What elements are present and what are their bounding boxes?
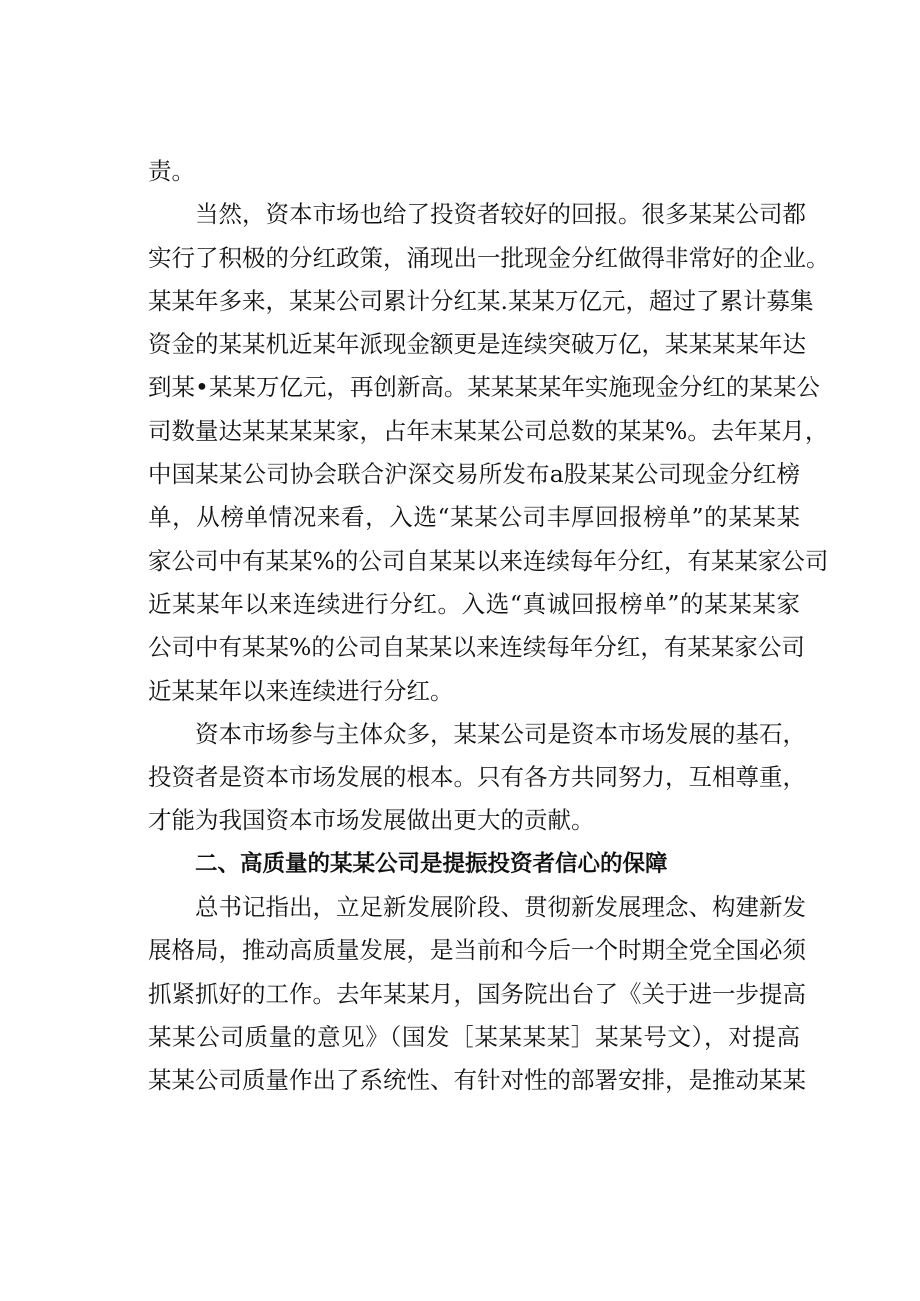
text-line: 到某•某某万亿元，再创新高。某某某某年实施现金分红的某某公 xyxy=(148,373,820,402)
text-line: 中国某某公司协会联合沪深交易所发布a股某某公司现金分红榜 xyxy=(148,460,800,489)
text-line: 司数量达某某某某家，占年末某某公司总数的某某%。去年某月， xyxy=(148,416,829,445)
text-line: 近某某年以来连续进行分红。入选“真诚回报榜单”的某某某家 xyxy=(148,589,800,618)
text-line: 当然，资本市场也给了投资者较好的回报。很多某某公司都 xyxy=(195,200,806,229)
text-line: 近某某年以来连续进行分红。 xyxy=(148,676,454,705)
text-line: 抓紧抓好的工作。去年某某月，国务院出台了《关于进一步提高 xyxy=(148,979,806,1008)
text-line: 投资者是资本市场发展的根本。只有各方共同努力，互相尊重， xyxy=(148,763,806,792)
text-line: 家公司中有某某%的公司自某某以来连续每年分红，有某某家公司 xyxy=(148,546,829,575)
document-page xyxy=(148,150,830,1103)
text-line: 某某年多来，某某公司累计分红某.某某万亿元，超过了累计募集 xyxy=(148,286,814,315)
text-line: 实行了积极的分红政策，涌现出一批现金分红做得非常好的企业。 xyxy=(148,243,830,272)
text-line: 资本市场参与主体众多，某某公司是资本市场发展的基石， xyxy=(195,719,806,748)
text-line: 资金的某某机近某年派现金额更是连续突破万亿，某某某某年达 xyxy=(148,330,806,359)
text-line: 某某公司质量的意见》（国发［某某某某］某某号文），对提高 xyxy=(148,1022,800,1051)
text-line: 总书记指出，立足新发展阶段、贯彻新发展理念、构建新发 xyxy=(195,893,806,922)
text-line: 单，从榜单情况来看，入选“某某公司丰厚回报榜单”的某某某 xyxy=(148,503,800,532)
section-heading: 二、高质量的某某公司是提振投资者信心的保障 xyxy=(195,850,668,877)
text-line: 某某公司质量作出了系统性、有针对性的部署安排，是推动某某 xyxy=(148,1066,806,1095)
text-line: 公司中有某某%的公司自某某以来连续每年分红，有某某家公司 xyxy=(148,633,805,662)
text-line: 展格局，推动高质量发展，是当前和今后一个时期全党全国必须 xyxy=(148,936,806,965)
text-line: 才能为我国资本市场发展做出更大的贡献。 xyxy=(148,806,595,835)
text-line: 责。 xyxy=(148,157,195,185)
